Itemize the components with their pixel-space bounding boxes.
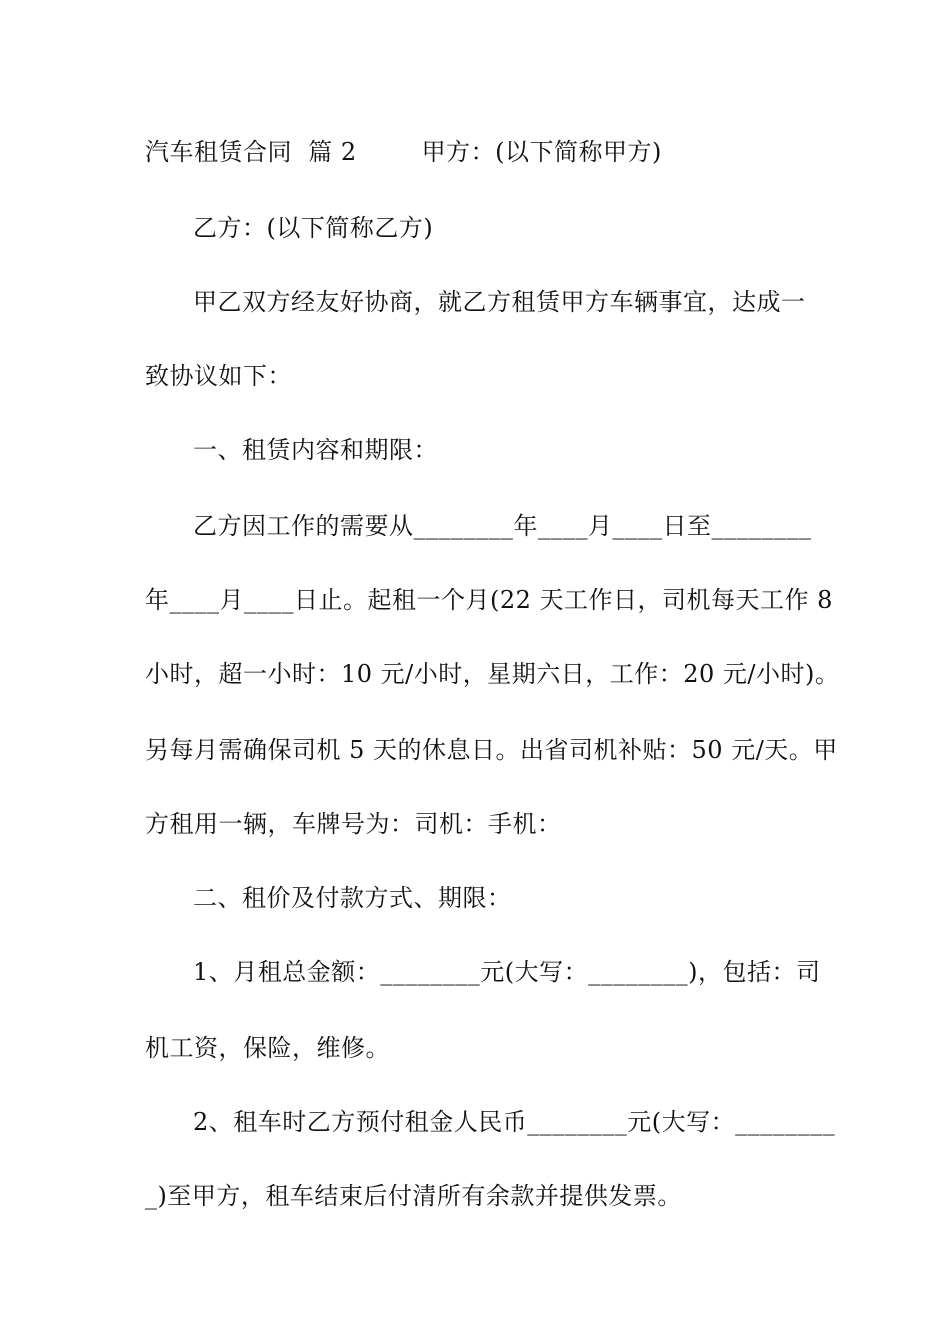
paragraph-line: 年____月____日止。起租一个月(22 天工作日，司机每天工作 8 xyxy=(145,586,833,614)
paragraph-line: 机工资，保险，维修。 xyxy=(145,1034,390,1062)
paragraph-line: 乙方因工作的需要从________年____月____日至________ xyxy=(193,512,812,540)
section-heading-2: 二、租价及付款方式、期限： xyxy=(193,884,512,912)
section-heading-1: 一、租赁内容和期限： xyxy=(193,436,438,464)
party-b-line: 乙方：(以下简称乙方) xyxy=(193,214,434,242)
title-line: 汽车租赁合同 篇 2 甲方：(以下简称甲方) xyxy=(145,138,662,166)
paragraph-line: 另每月需确保司机 5 天的休息日。出省司机补贴：50 元/天。甲 xyxy=(145,736,838,764)
paragraph-line: 小时，超一小时：10 元/小时，星期六日，工作：20 元/小时)。 xyxy=(145,660,840,688)
paragraph-line: 方租用一辆，车牌号为：司机：手机： xyxy=(145,810,562,838)
paragraph-line: _)至甲方，租车结束后付清所有余款并提供发票。 xyxy=(145,1182,682,1210)
paragraph-line: 1、月租总金额：________元(大写：________)，包括：司 xyxy=(193,958,821,986)
paragraph-line: 甲乙双方经友好协商，就乙方租赁甲方车辆事宜，达成一 xyxy=(193,288,806,316)
paragraph-line: 致协议如下： xyxy=(145,362,292,390)
paragraph-line: 2、租车时乙方预付租金人民币________元(大写：________ xyxy=(193,1108,836,1136)
